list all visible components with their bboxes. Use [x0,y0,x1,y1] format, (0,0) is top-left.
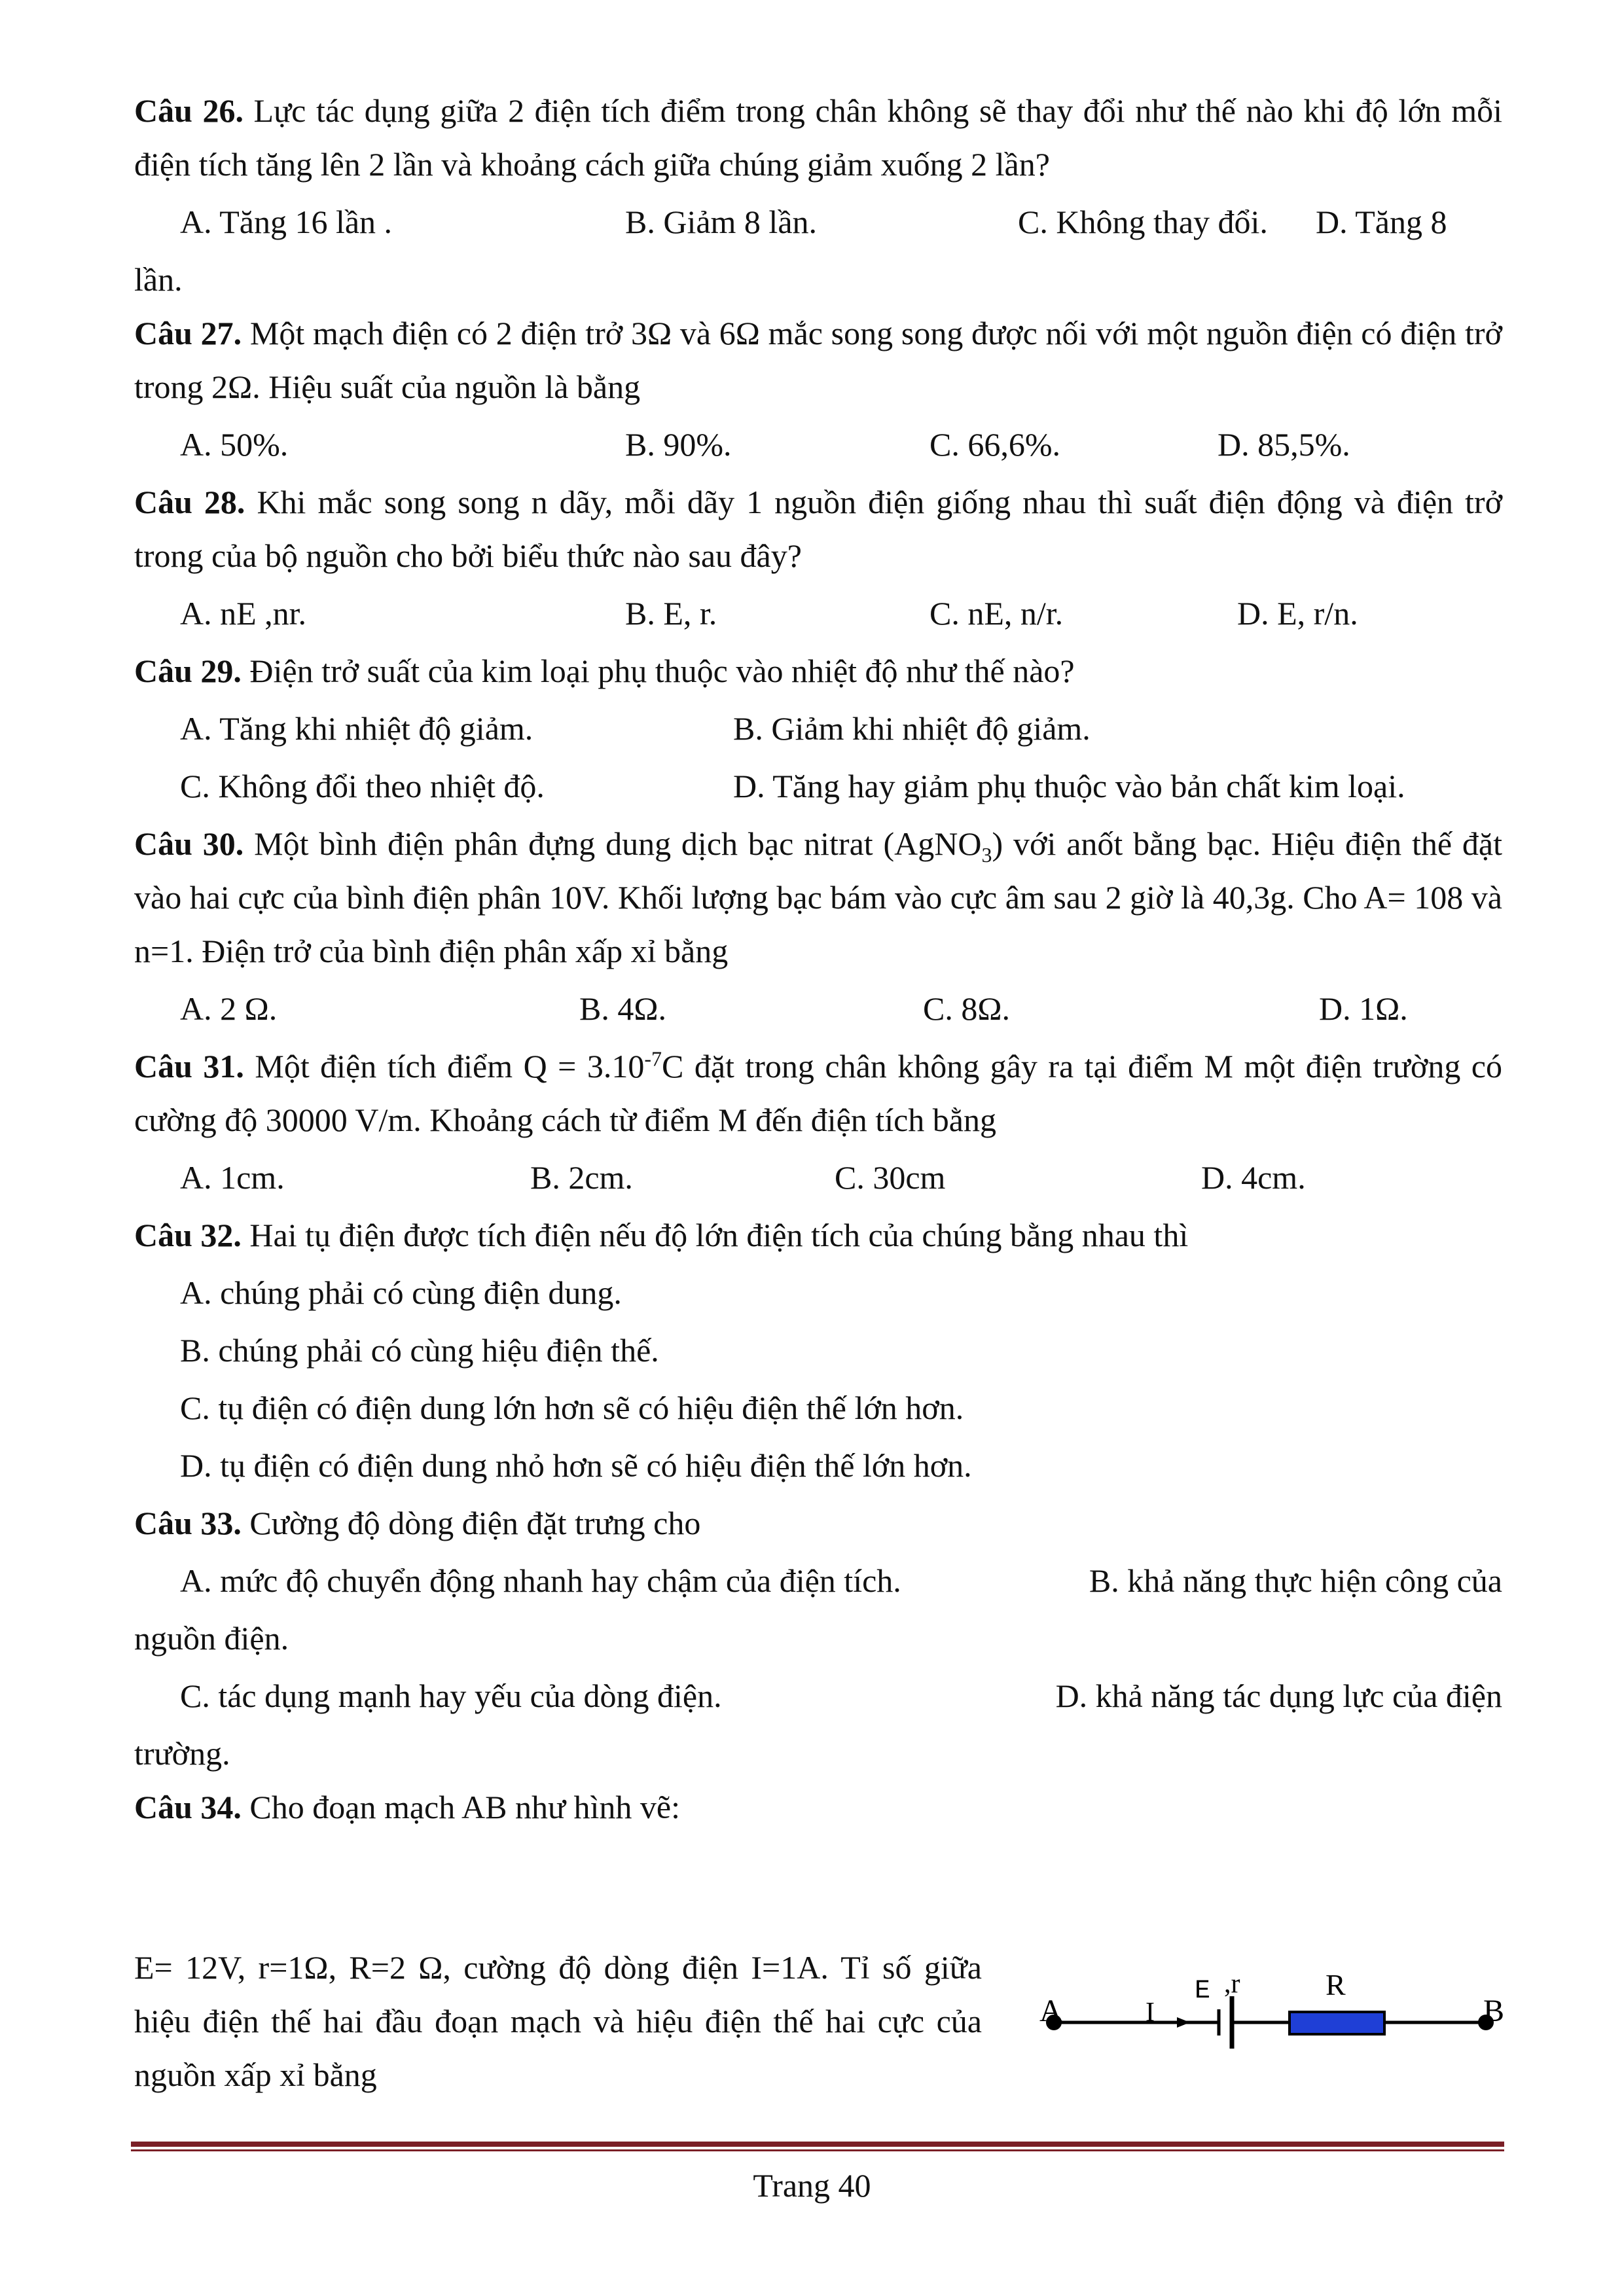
question-label: Câu 29. [134,653,242,689]
label-current: I [1146,1998,1155,2028]
page-number: Trang 40 [753,2167,871,2204]
question-30 [134,817,1502,978]
question-text: Một mạch điện có 2 điện trở 3Ω và 6Ω mắc song song được nối với một nguồn điện có điện trở trong 2Ω. Hiệu suất của nguồn là bằng [134,315,1502,405]
question-29 [134,644,1502,698]
option-a: A. Tăng khi nhiệt độ giảm. [180,710,533,747]
option-b: B. 90%. [625,426,732,463]
option-a: A. 50%. [180,426,289,463]
option-b: B. Giảm 8 lần. [625,204,818,240]
question-31 [134,1039,1502,1147]
answer-row [180,759,1502,813]
answer-row [180,586,1502,640]
option-b: B. 2cm. [530,1159,633,1196]
answer-row [180,195,1502,249]
option-a: A. 2 Ω. [180,990,278,1027]
label-source: E [1195,1977,1211,2006]
option-d: D. E, r/n. [1237,595,1358,632]
question-label: Câu 32. [134,1217,242,1253]
option-d: D. tụ điện có điện dung nhỏ hơn sẽ có hiệu điện thế lớn hơn. [180,1447,972,1484]
question-label: Câu 27. [134,315,242,351]
option-d: D. 85,5%. [1218,426,1350,463]
question-text: Hai tụ điện được tích điện nếu độ lớn điện tích của chúng bằng nhau thì [241,1217,1189,1253]
option-b: B. 4Ω. [579,990,667,1027]
question-text: Điện trở suất của kim loại phụ thuộc vào nhiệt độ như thế nào? [241,653,1075,689]
option-c: C. 66,6%. [929,426,1060,463]
question-label: Câu 26. [134,92,244,129]
answer-row [180,1151,1502,1204]
option-d: D. Tăng 8 [1316,204,1447,240]
question-text-part-1: Một điện tích điểm Q = 3.10 [244,1048,645,1085]
question-text-part-2: C đặt trong chân không gây ra tại điểm M một điện trường có cường độ 30000 V/m. Khoảng cách từ điểm M đến điện tích bằng [134,1048,1502,1138]
option-d: D. khả năng tác dụng lực của điện [1055,1677,1502,1714]
option-d: D. 4cm. [1201,1159,1306,1196]
option-c: C. tụ điện có điện dung lớn hơn sẽ có hiệu điện thế lớn hơn. [180,1390,964,1426]
option-b: B. chúng phải có cùng hiệu điện thế. [180,1332,659,1369]
question-text: Cường độ dòng điện đặt trưng cho [241,1505,701,1541]
label-source-r: ,r [1224,1969,1240,1999]
option-b: B. Giảm khi nhiệt độ giảm. [733,710,1091,747]
question-text-part-2: ) với anốt bằng bạc. Hiệu điện thế đặt vào hai cực của bình điện phân 10V. Khối lượng bạc bám vào cực âm sau 2 giờ là 40,3g. Cho A= 108 và n=1. Điện trở của bình điện phân xấp xỉ bằng [134,825,1502,969]
option-a: A. nE ,nr. [180,595,307,632]
question-33 [134,1496,1502,1550]
question-label: Câu 34. [134,1789,242,1825]
option-c: C. nE, n/r. [929,595,1064,632]
label-resistor: R [1326,1968,1346,2001]
option-b: B. E, r. [625,595,717,632]
question-text: Lực tác dụng giữa 2 điện tích điểm trong chân không sẽ thay đổi như thế nào khi độ lớn mỗi điện tích tăng lên 2 lần và khoảng cách giữa chúng giảm xuống 2 lần? [134,92,1503,183]
circuit-diagram [1021,1957,1519,2055]
footer-rule [131,2142,1504,2147]
question-label: Câu 30. [134,825,244,862]
answer-row [180,1669,1502,1723]
option-a: A. mức độ chuyển động nhanh hay chậm của điện tích. [180,1562,901,1599]
question-34-body: E= 12V, r=1Ω, R=2 Ω, cường độ dòng điện I=1A. Tỉ số giữa hiệu điện thế hai đầu đoạn mạch và hiệu điện thế hai cực của nguồn xấp xỉ bằng [134,1949,982,2093]
answer-row [180,1554,1502,1607]
resistor [1290,2012,1384,2034]
question-34 [134,1780,1502,1834]
option-d-continuation: trường. [134,1735,230,1772]
option-c: C. Không đổi theo nhiệt độ. [180,768,545,804]
question-text-part-1: Một bình điện phân đựng dung dịch bạc nitrat (AgNO [244,825,982,862]
option-a: A. Tăng 16 lần . [180,204,393,240]
option-c: C. tác dụng mạnh hay yếu của dòng điện. [180,1677,722,1714]
question-27 [134,306,1502,414]
label-a: A [1039,1994,1062,2028]
answer-row [180,702,1502,755]
question-label: Câu 31. [134,1048,244,1085]
option-d: D. Tăng hay giảm phụ thuộc vào bản chất kim loại. [733,768,1405,804]
question-text: Cho đoạn mạch AB như hình vẽ: [241,1789,681,1825]
option-c: C. 30cm [835,1159,946,1196]
option-b-continuation: nguồn điện. [134,1620,289,1657]
current-arrow-icon [1177,2017,1190,2028]
option-a: A. chúng phải có cùng điện dung. [180,1274,622,1311]
question-label: Câu 33. [134,1505,242,1541]
option-c: C. 8Ω. [923,990,1011,1027]
footer-rule-thin [131,2149,1504,2151]
answer-row [180,982,1502,1035]
option-c: C. Không thay đổi. [1018,204,1268,240]
option-d-continuation: lần. [134,261,183,298]
question-text: Khi mắc song song n dãy, mỗi dãy 1 nguồn điện giống nhau thì suất điện động và điện trở trong của bộ nguồn cho bởi biểu thức nào sau đây? [134,484,1503,574]
question-list [134,84,1502,1834]
question-28 [134,475,1502,583]
label-b: B [1483,1994,1505,2028]
superscript: -7 [644,1047,662,1071]
answer-row [180,418,1502,471]
question-label: Câu 28. [134,484,245,520]
subscript: 3 [981,843,992,867]
option-b: B. khả năng thực hiện công của [1089,1562,1502,1599]
question-32 [134,1208,1502,1262]
option-d: D. 1Ω. [1319,990,1408,1027]
question-26 [134,84,1502,191]
option-a: A. 1cm. [180,1159,285,1196]
